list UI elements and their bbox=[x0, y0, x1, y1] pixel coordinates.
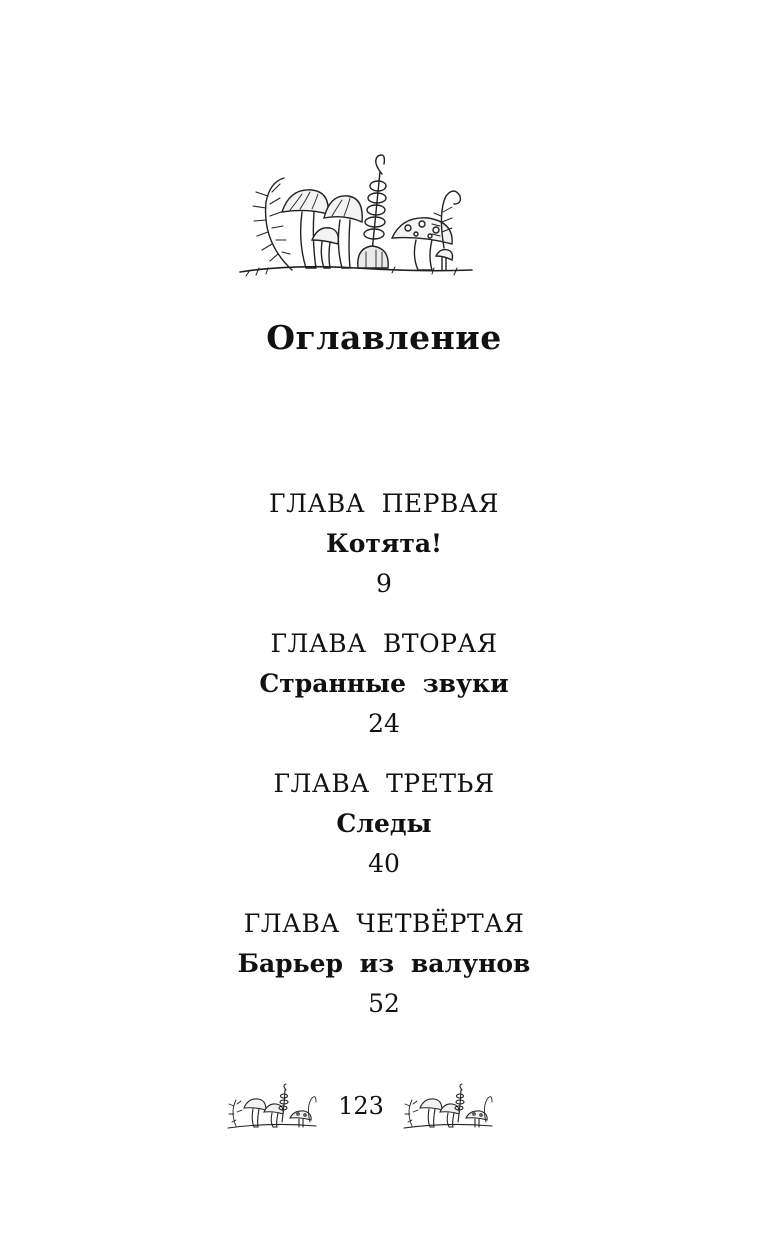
chapter-label: ГЛАВА ТРЕТЬЯ bbox=[273, 769, 495, 798]
toc-entry bbox=[0, 484, 768, 624]
chapter-title: Странные звуки bbox=[259, 669, 509, 698]
page-number: 123 bbox=[338, 1092, 384, 1120]
toc-entry bbox=[0, 624, 768, 764]
chapter-label: ГЛАВА ЧЕТВЁРТАЯ bbox=[243, 909, 525, 938]
toc-entry bbox=[0, 764, 768, 904]
chapter-page-number: 52 bbox=[368, 989, 400, 1018]
mushrooms-fern-illustration-icon bbox=[232, 152, 480, 292]
chapter-page-number: 24 bbox=[368, 709, 400, 738]
chapter-label: ГЛАВА ПЕРВАЯ bbox=[269, 489, 499, 518]
page-title: Оглавление bbox=[266, 318, 502, 357]
chapter-title: Следы bbox=[336, 809, 432, 838]
chapter-page-number: 9 bbox=[376, 569, 392, 598]
chapter-title: Котята! bbox=[325, 529, 443, 558]
chapter-label: ГЛАВА ВТОРАЯ bbox=[270, 629, 498, 658]
mushrooms-ornament-icon bbox=[402, 1082, 494, 1134]
chapter-title: Барьер из валунов bbox=[237, 949, 531, 978]
table-of-contents bbox=[0, 484, 768, 1044]
page-footer bbox=[0, 1082, 768, 1138]
chapter-page-number: 40 bbox=[368, 849, 400, 878]
toc-entry bbox=[0, 904, 768, 1044]
mushrooms-ornament-icon bbox=[226, 1082, 318, 1134]
